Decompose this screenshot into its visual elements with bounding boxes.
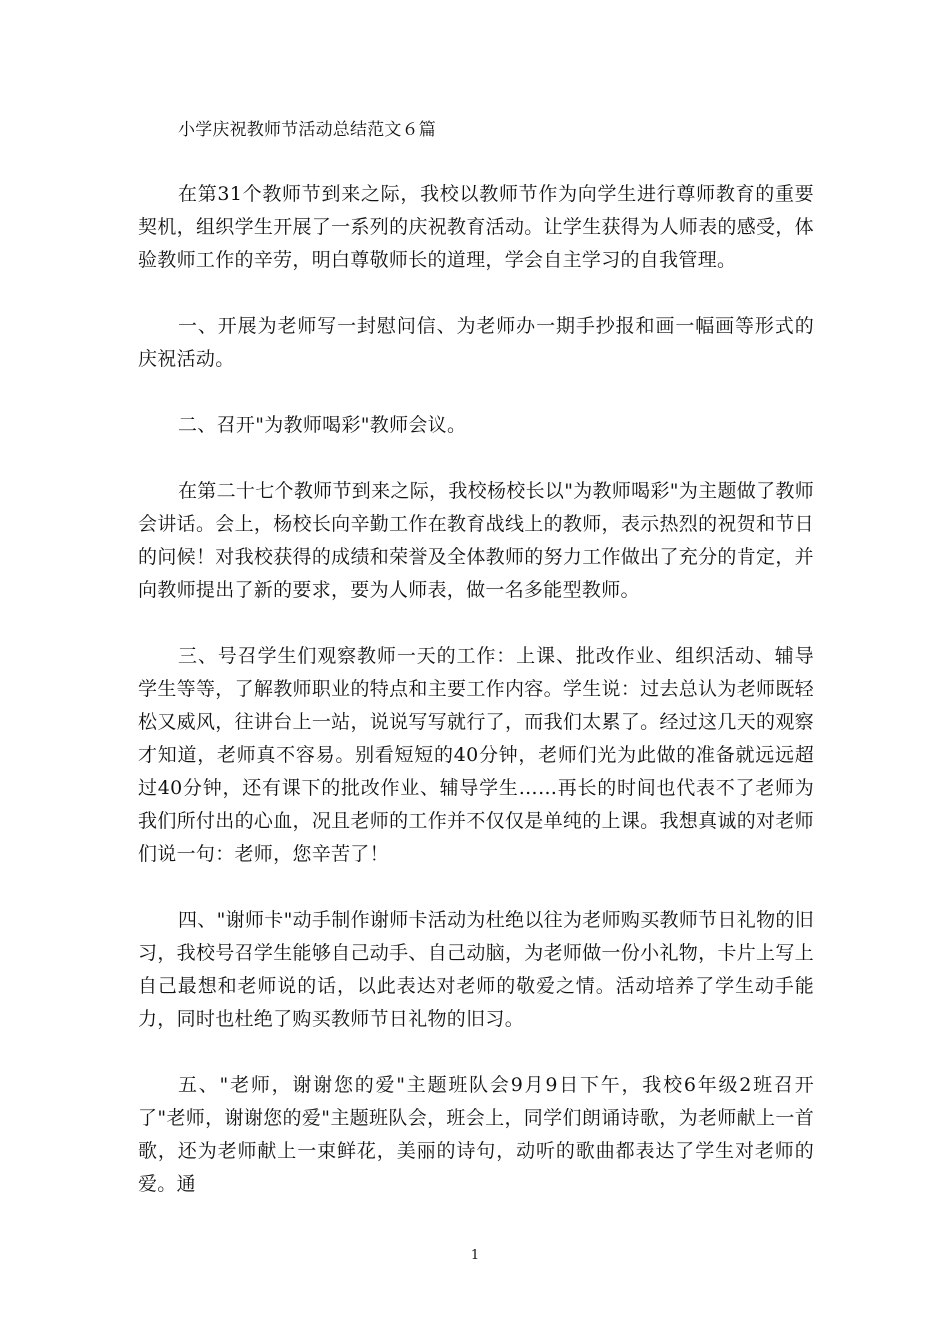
- paragraph-item-4: 四、"谢师卡"动手制作谢师卡活动为杜绝以往为老师购买教师节日礼物的旧习，我校号召学生能够自己动手、自己动脑，为老师做一份小礼物，卡片上写上自己最想和老师说的话，以此表达对老师的敬爱之情。活动培养了学生动手能力，同时也杜绝了购买教师节日礼物的旧习。: [138, 909, 814, 1030]
- paragraph-item-3: 三、号召学生们观察教师一天的工作：上课、批改作业、组织活动、辅导学生等等，了解教师职业的特点和主要工作内容。学生说：过去总认为老师既轻松又威风，往讲台上一站，说说写写就行了，而我们太累了。经过这几天的观察才知道，老师真不容易。别看短短的40分钟，老师们光为此做的准备就远远超过40分钟，还有课下的批改作业、辅导学生……再长的时间也代表不了老师为我们所付出的心血，况且老师的工作并不仅仅是单纯的上课。我想真诚的对老师们说一句：老师，您辛苦了！: [138, 645, 814, 865]
- document-body: [138, 178, 814, 1234]
- paragraph-item-2: 二、召开"为教师喝彩"教师会议。: [178, 414, 467, 436]
- document-title: 小学庆祝教师节活动总结范文６篇: [178, 120, 436, 140]
- paragraph-intro: 在第31个教师节到来之际，我校以教师节作为向学生进行尊师教育的重要契机，组织学生开展了一系列的庆祝教育活动。让学生获得为人师表的感受，体验教师工作的辛劳，明白尊敬师长的道理，学会自主学习的自我管理。: [138, 183, 814, 271]
- paragraph-item-1: 一、开展为老师写一封慰问信、为老师办一期手抄报和画一幅画等形式的庆祝活动。: [138, 315, 814, 370]
- paragraph-item-2-detail: 在第二十七个教师节到来之际，我校杨校长以"为教师喝彩"为主题做了教师会讲话。会上，杨校长向辛勤工作在教育战线上的教师，表示热烈的祝贺和节日的问候！对我校获得的成绩和荣誉及全体教师的努力工作做出了充分的肯定，并向教师提出了新的要求，要为人师表，做一名多能型教师。: [138, 480, 814, 601]
- page-number: 1: [470, 1248, 480, 1263]
- paragraph-item-5: 五、"老师，谢谢您的爱"主题班队会9月9日下午，我校6年级2班召开了"老师，谢谢您的爱"主题班队会，班会上，同学们朗诵诗歌，为老师献上一首歌，还为老师献上一束鲜花，美丽的诗句，动听的歌曲都表达了学生对老师的爱。通: [138, 1074, 814, 1195]
